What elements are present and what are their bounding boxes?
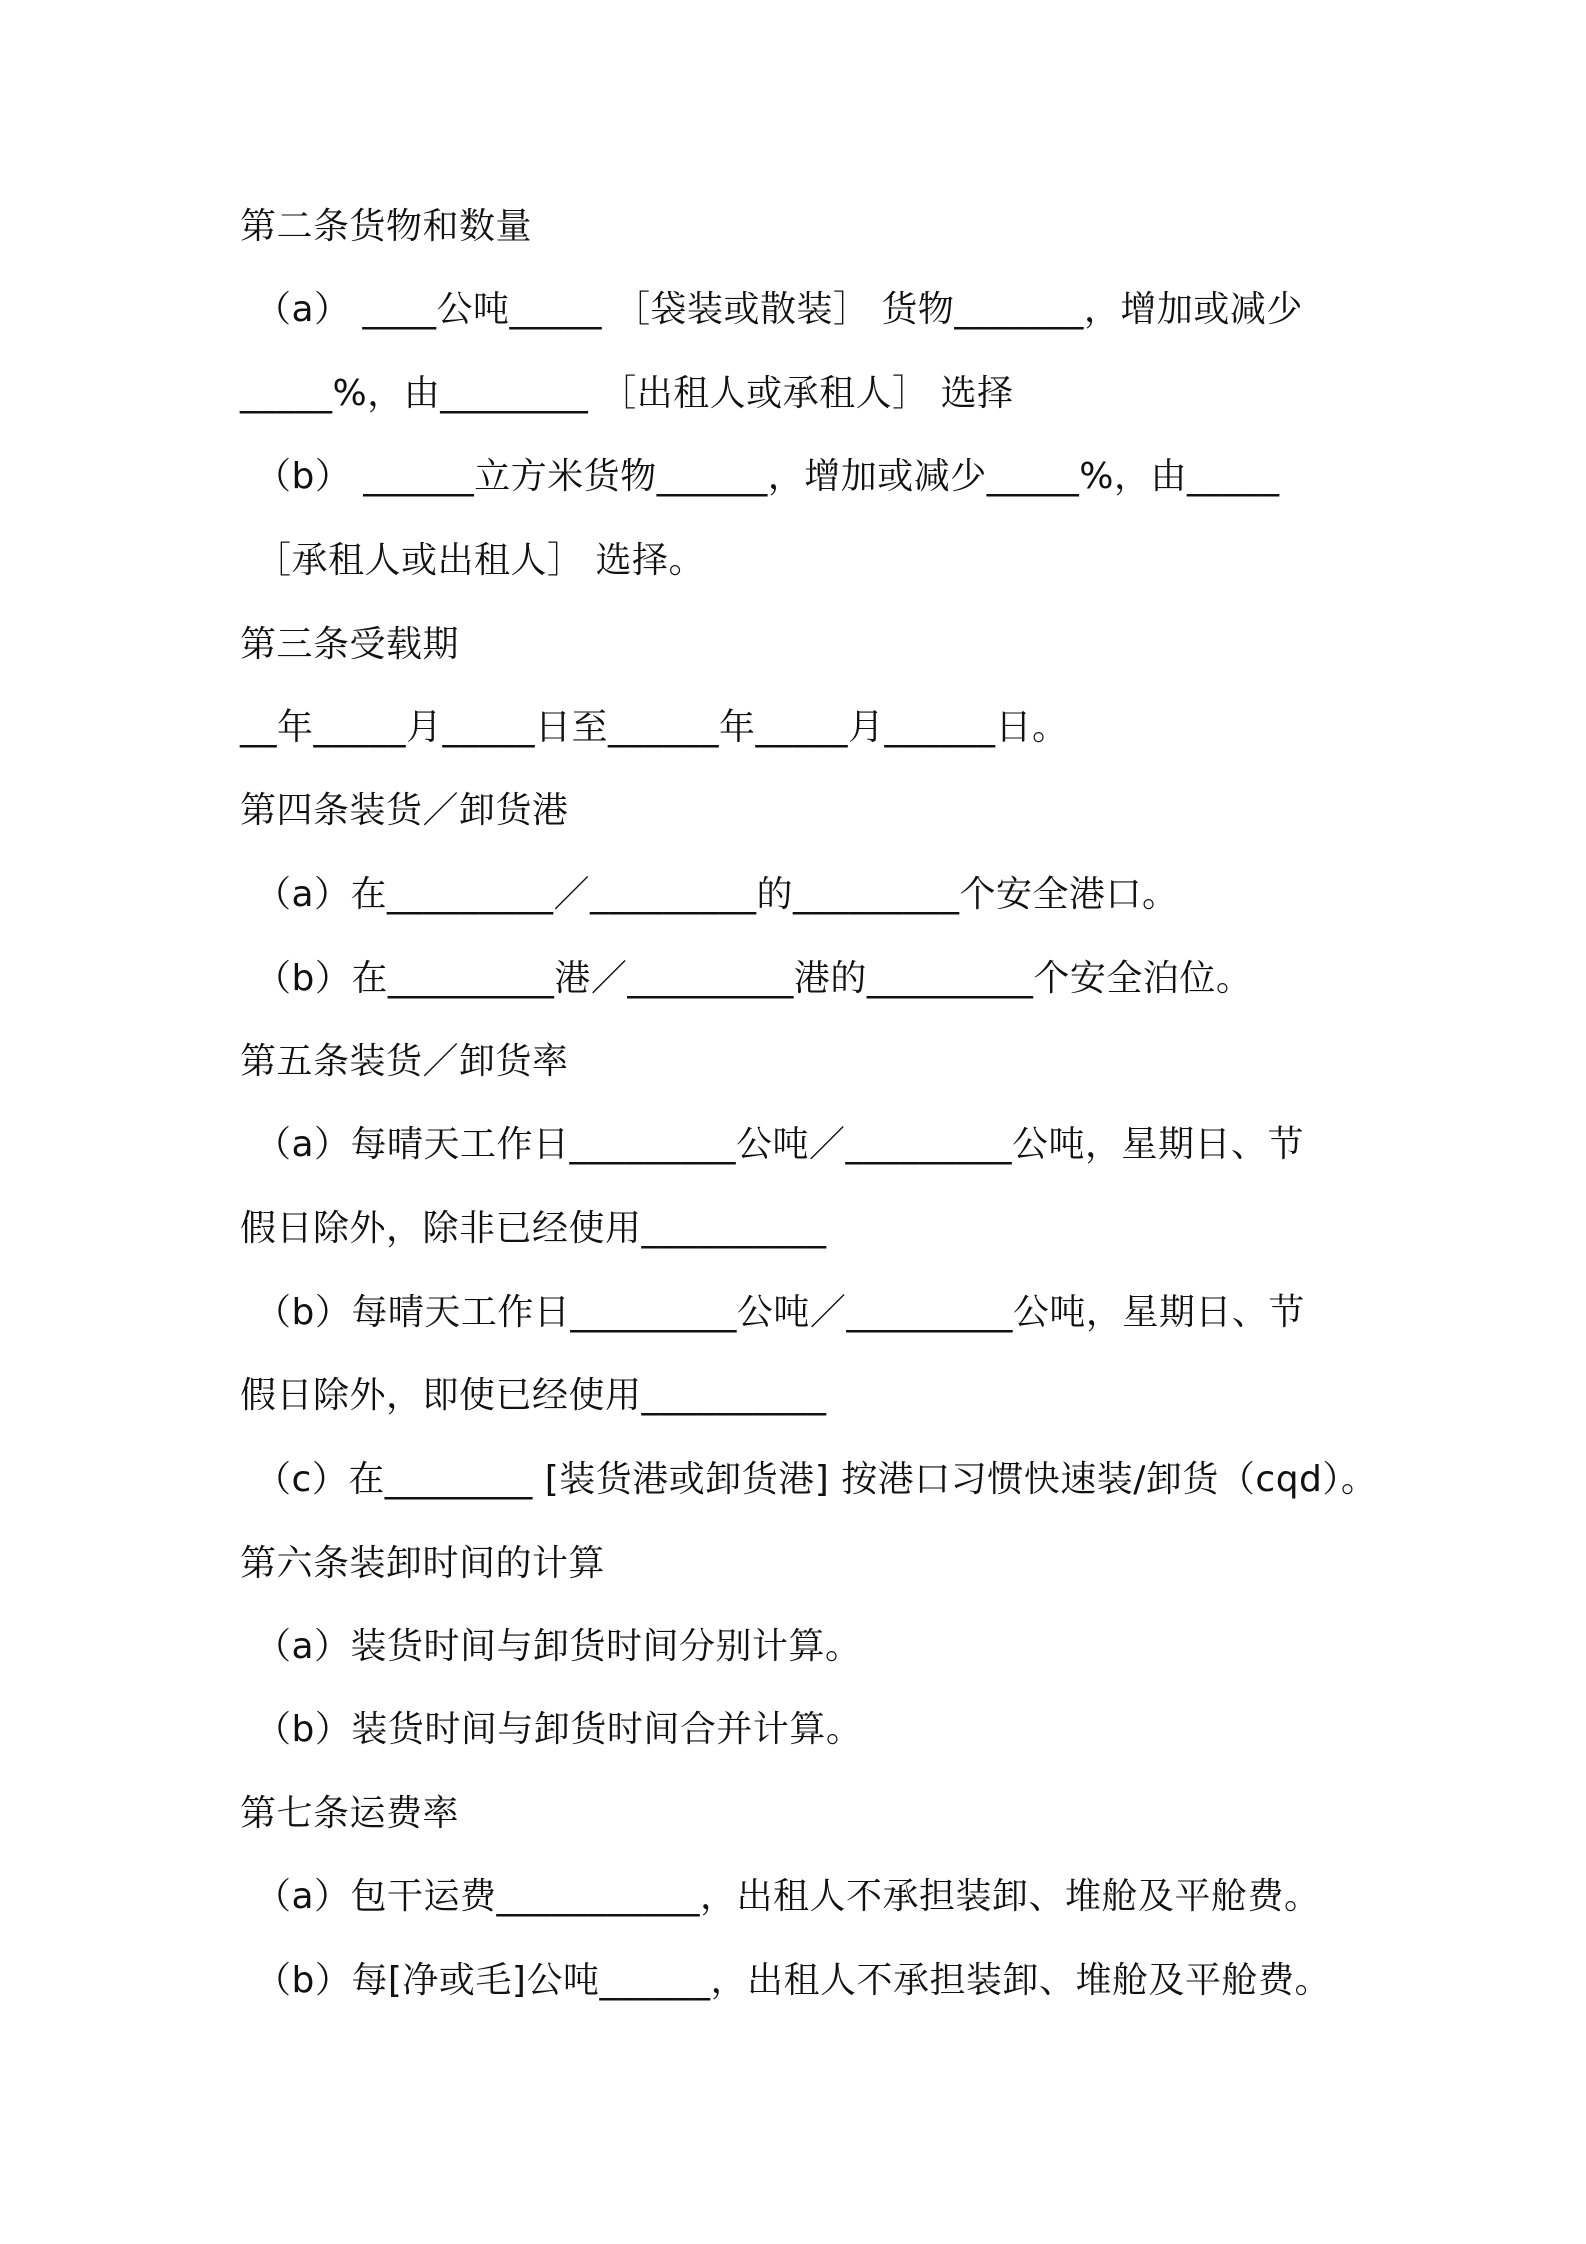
- section-heading-6: 第六条装卸时间的计算: [240, 1543, 606, 1584]
- section-heading-3: 第三条受载期: [240, 624, 460, 665]
- clause-4a: （a）在_________／_________的_________个安全港口。: [255, 874, 1179, 915]
- clause-5a-line-1: （a）每晴天工作日_________公吨／_________公吨，星期日、节: [255, 1124, 1305, 1165]
- clause-5c: （c）在________ [装货港或卸货港] 按港口习惯快速装/卸货（cqd）。: [255, 1459, 1378, 1500]
- clause-6a: （a）装货时间与卸货时间分别计算。: [255, 1626, 862, 1667]
- clause-5b-line-2: 假日除外，即使已经使用__________: [240, 1375, 827, 1416]
- clause-2b-line-1: （b） ______立方米货物______，增加或减少_____%，由_____: [255, 456, 1280, 497]
- clause-5b-line-1: （b）每晴天工作日_________公吨／_________公吨，星期日、节: [255, 1292, 1305, 1333]
- clause-5a-line-2: 假日除外，除非已经使用__________: [240, 1208, 827, 1249]
- section-heading-5: 第五条装货／卸货率: [240, 1041, 569, 1082]
- section-heading-4: 第四条装货／卸货港: [240, 790, 569, 831]
- clause-4b: （b）在_________港／_________港的_________个安全泊位。: [255, 958, 1253, 999]
- clause-6b: （b）装货时间与卸货时间合并计算。: [255, 1709, 863, 1750]
- section-heading-2: 第二条货物和数量: [240, 206, 533, 247]
- section-heading-7: 第七条运费率: [240, 1793, 460, 1834]
- clause-2a-line-1: （a） ____公吨_____ ［袋装或散装］ 货物_______，增加或减少: [255, 289, 1303, 330]
- clause-3-dates: __年_____月_____日至______年_____月______日。: [240, 707, 1069, 748]
- clause-7a: （a）包干运费___________，出租人不承担装卸、堆舱及平舱费。: [255, 1876, 1321, 1917]
- clause-2b-line-2: ［承租人或出租人］ 选择。: [255, 540, 705, 581]
- clause-7b: （b）每[净或毛]公吨______，出租人不承担装卸、堆舱及平舱费。: [255, 1960, 1331, 2001]
- clause-2a-line-2: _____%，由________ ［出租人或承租人］ 选择: [240, 373, 1014, 414]
